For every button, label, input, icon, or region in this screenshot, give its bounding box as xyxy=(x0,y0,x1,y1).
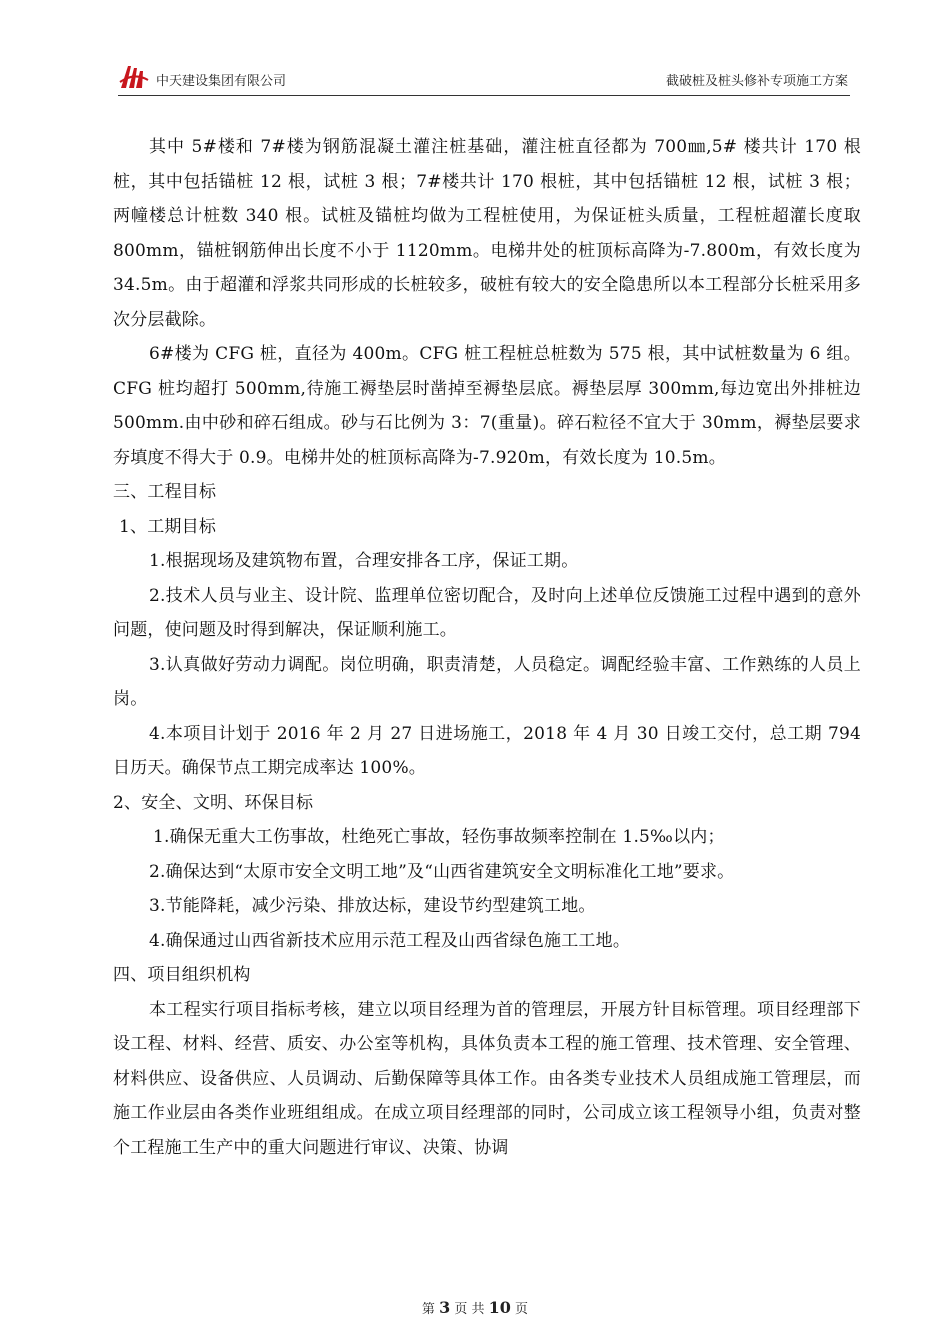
section-heading-organization: 四、项目组织机构 xyxy=(113,965,251,985)
subsection-heading-schedule: 1、工期目标 xyxy=(119,516,217,537)
list-item: 1.根据现场及建筑物布置，合理安排各工序，保证工期。 xyxy=(149,551,579,571)
list-item: 2.技术人员与业主、设计院、监理单位密切配合，及时向上述单位反馈施工过程中遇到的意外问题，使问题及时得到解决，保证顺利施工。 xyxy=(113,585,861,640)
header-divider xyxy=(118,95,850,96)
subsection-heading-safety: 2、安全、文明、环保目标 xyxy=(113,792,314,813)
document-title: 截破桩及桩头修补专项施工方案 xyxy=(665,74,848,89)
list-item: 1.确保无重大工伤事故，杜绝死亡事故，轻伤事故频率控制在 1.5‰以内； xyxy=(153,827,725,847)
paragraph-pile-foundation: 其中 5#楼和 7#楼为钢筋混凝土灌注桩基础，灌注桩直径都为 700㎜,5# 楼共计 170 根桩，其中包括锚桩 12 根，试桩 3 根；7#楼共计 170 根桩，其中包括锚桩 12 根，试桩 3 根；两幢楼总计桩数 340 根。试桩及锚桩均做为工程桩使用，为保证桩头质量，工程桩超灌长度取 800mm，锚桩钢筋伸出长度不小于 1120mm。电梯井处的桩顶标高降为-7.800m，有效长度为 34.5m。由于超灌和浮浆共同形成的长桩较多，破桩有较大的安全隐患所以本工程部分长桩采用多次分层截除。 xyxy=(113,137,861,330)
paragraph-cfg-pile: 6#楼为 CFG 桩，直径为 400m。CFG 桩工程桩总桩数为 575 根，其中试桩数量为 6 组。CFG 桩均超打 500mm,待施工褥垫层时凿掉至褥垫层底。褥垫层厚 300mm,每边宽出外排桩边500mm.由中砂和碎石组成。砂与石比例为 3：7(重量)。碎石粒径不宜大于 30mm，褥垫层要求夯填度不得大于 0.9。电梯井处的桩顶标高降为-7.920m，有效长度为 10.5m。 xyxy=(113,344,861,468)
list-item: 4.本项目计划于 2016 年 2 月 27 日进场施工，2018 年 4 月 30 日竣工交付，总工期 794 日历天。确保节点工期完成率达 100%。 xyxy=(113,723,861,778)
footer-suffix: 页 xyxy=(515,1302,529,1317)
page-header xyxy=(118,62,850,98)
section-heading-goals: 三、工程目标 xyxy=(113,482,217,502)
list-item: 3.节能降耗，减少污染、排放达标，建设节约型建筑工地。 xyxy=(149,896,596,916)
page-footer xyxy=(0,1298,950,1317)
footer-prefix: 第 xyxy=(421,1302,435,1317)
footer-middle: 页 共 xyxy=(454,1302,485,1317)
list-item: 3.认真做好劳动力调配。岗位明确，职责清楚，人员稳定。调配经验丰富、工作熟练的人员上岗。 xyxy=(113,654,861,709)
company-logo-icon xyxy=(118,62,150,90)
current-page-number: 3 xyxy=(439,1298,451,1317)
paragraph-organization: 本工程实行项目指标考核，建立以项目经理为首的管理层，开展方针目标管理。项目经理部下设工程、材料、经营、质安、办公室等机构，具体负责本工程的施工管理、技术管理、安全管理、材料供应、设备供应、人员调动、后勤保障等具体工作。由各类专业技术人员组成施工管理层，而施工作业层由各类作业班组组成。在成立项目经理部的同时，公司成立该工程领导小组，负责对整个工程施工生产中的重大问题进行审议、决策、协调 xyxy=(113,999,861,1158)
list-item: 2.确保达到“太原市安全文明工地”及“山西省建筑安全文明标准化工地”要求。 xyxy=(149,861,735,882)
list-item: 4.确保通过山西省新技术应用示范工程及山西省绿色施工工地。 xyxy=(149,930,631,951)
document-body xyxy=(113,130,861,1165)
company-name: 中天建设集团有限公司 xyxy=(156,74,287,89)
total-page-count: 10 xyxy=(488,1298,511,1317)
